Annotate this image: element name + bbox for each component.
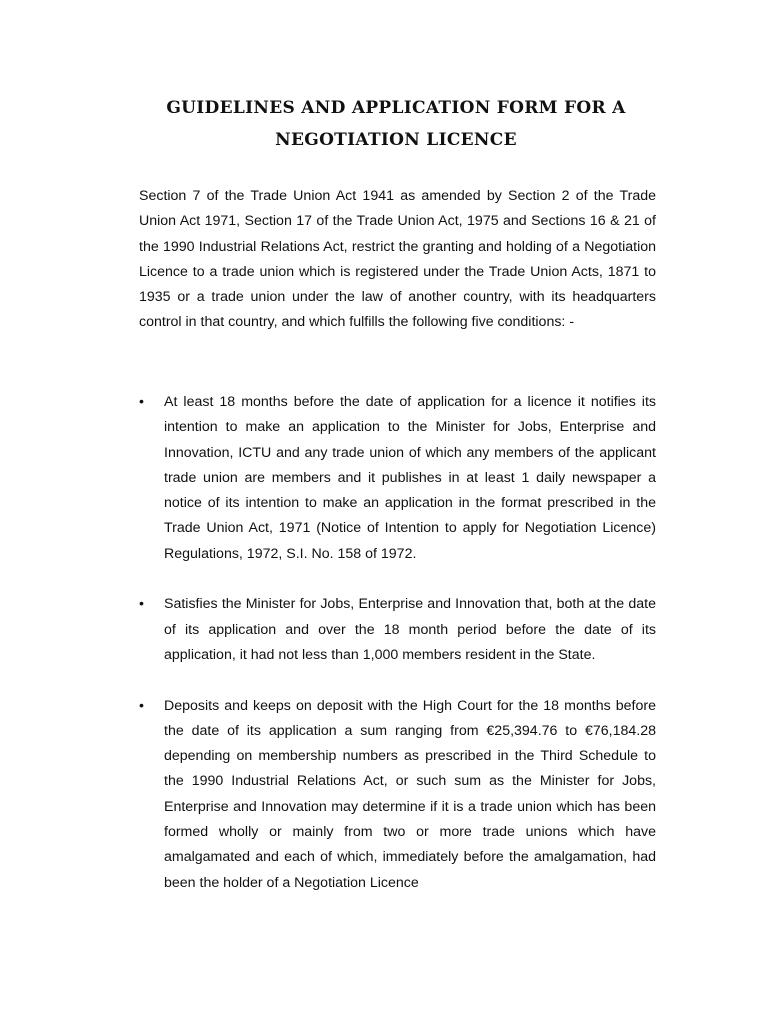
- condition-text: Deposits and keeps on deposit with the High Court for the 18 months before the date of its application a sum ranging from €25,394.76 to €76,184.28 depending on membership numbers as prescribed in the Third Schedule to the 1990 Industrial Relations Act, or such sum as the Minister for Jobs, Enterprise and Innovation may determine if it is a trade union which has been formed wholly or mainly from two or more trade unions which have amalgamated and each of which, immediately before the amalgamation, had been the holder of a Negotiation Licence: [164, 697, 656, 891]
- list-item: [139, 390, 656, 567]
- condition-text: Satisfies the Minister for Jobs, Enterprise and Innovation that, both at the date of its application and over the 18 month period before the date of its application, it had not less than 1,000 members resident in the State.: [164, 596, 656, 663]
- intro-paragraph: Section 7 of the Trade Union Act 1941 as amended by Section 2 of the Trade Union Act 1971, Section 17 of the Trade Union Act, 1975 and Sections 16 & 21 of the 1990 Industrial Relations Act, restrict the granting and holding of a Negotiation Licence to a trade union which is registered under the Trade Union Acts, 1871 to 1935 or a trade union under the law of another country, with its headquarters control in that country, and which fulfills the following five conditions: -: [139, 188, 656, 331]
- title-line-2: NEGOTIATION LICENCE: [275, 130, 517, 150]
- condition-text: At least 18 months before the date of application for a licence it notifies its intention to make an application to the Minister for Jobs, Enterprise and Innovation, ICTU and any trade union of which any members of the applicant trade union are members and it publishes in at least 1 daily newspaper a notice of its intention to make an application in the format prescribed in the Trade Union Act, 1971 (Notice of Intention to apply for Negotiation Licence) Regulations, 1972, S.I. No. 158 of 1972.: [164, 394, 656, 562]
- bullet-icon: •: [139, 394, 144, 410]
- bullet-icon: •: [139, 596, 144, 613]
- list-item: [139, 694, 656, 896]
- bullet-icon: •: [139, 697, 144, 714]
- conditions-list: [139, 390, 656, 921]
- title-line-1: GUIDELINES AND APPLICATION FORM FOR A: [166, 98, 626, 118]
- page-title: [0, 92, 770, 156]
- list-item: [139, 592, 656, 668]
